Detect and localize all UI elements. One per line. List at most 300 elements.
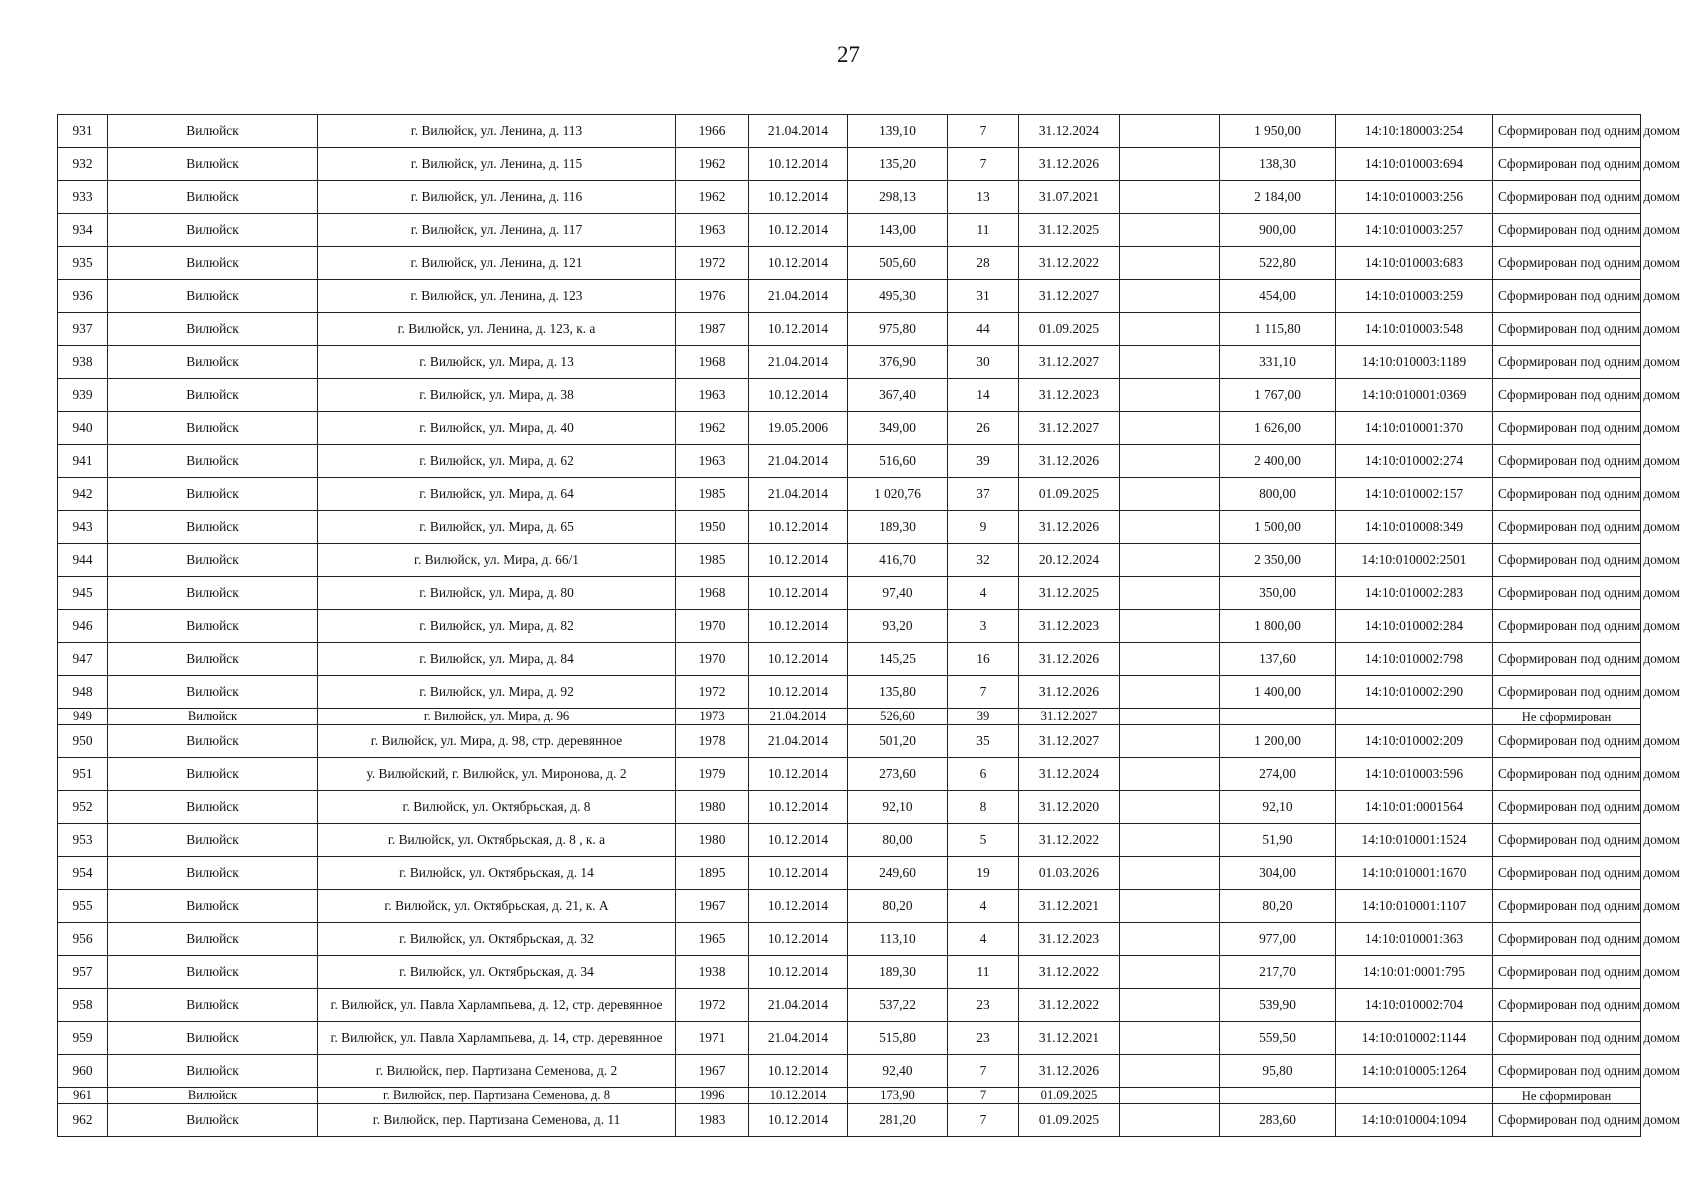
address-cell: г. Вилюйск, ул. Мира, д. 80 [318, 577, 676, 610]
build-year-cell: 1972 [676, 247, 749, 280]
date-cell: 21.04.2014 [749, 1022, 848, 1055]
housing-registry-table [57, 114, 1680, 1137]
row-number-cell: 940 [58, 412, 108, 445]
build-year-cell: 1938 [676, 956, 749, 989]
land-status-cell: Сформирован под одним домом [1493, 643, 1641, 676]
count-cell: 7 [948, 1055, 1019, 1088]
build-year-cell: 1972 [676, 676, 749, 709]
empty-cell [1120, 1104, 1220, 1137]
settlement-cell: Вилюйск [108, 1104, 318, 1137]
area-cell: 495,30 [848, 280, 948, 313]
count-cell: 26 [948, 412, 1019, 445]
settlement-cell: Вилюйск [108, 610, 318, 643]
land-area-cell: 304,00 [1220, 857, 1336, 890]
address-cell: г. Вилюйск, ул. Октябрьская, д. 14 [318, 857, 676, 890]
address-cell: г. Вилюйск, ул. Ленина, д. 121 [318, 247, 676, 280]
date-cell: 10.12.2014 [749, 676, 848, 709]
count-cell: 44 [948, 313, 1019, 346]
settlement-cell: Вилюйск [108, 544, 318, 577]
settlement-cell: Вилюйск [108, 824, 318, 857]
settlement-cell: Вилюйск [108, 181, 318, 214]
land-status-cell: Сформирован под одним домом [1493, 511, 1641, 544]
date-cell: 21.04.2014 [749, 989, 848, 1022]
count-cell: 4 [948, 923, 1019, 956]
build-year-cell: 1978 [676, 725, 749, 758]
deadline-cell: 31.12.2023 [1019, 923, 1120, 956]
build-year-cell: 1963 [676, 445, 749, 478]
land-area-cell: 1 800,00 [1220, 610, 1336, 643]
date-cell: 10.12.2014 [749, 1055, 848, 1088]
build-year-cell: 1970 [676, 610, 749, 643]
count-cell: 7 [948, 115, 1019, 148]
deadline-cell: 31.12.2022 [1019, 824, 1120, 857]
date-cell: 10.12.2014 [749, 379, 848, 412]
count-cell: 23 [948, 989, 1019, 1022]
address-cell: г. Вилюйск, ул. Мира, д. 62 [318, 445, 676, 478]
land-status-cell: Сформирован под одним домом [1493, 214, 1641, 247]
build-year-cell: 1895 [676, 857, 749, 890]
empty-cell [1120, 791, 1220, 824]
row-number-cell: 950 [58, 725, 108, 758]
count-cell: 9 [948, 511, 1019, 544]
deadline-cell: 31.12.2025 [1019, 214, 1120, 247]
land-status-cell: Сформирован под одним домом [1493, 280, 1641, 313]
area-cell: 139,10 [848, 115, 948, 148]
cadastral-number-cell: 14:10:010003:256 [1336, 181, 1493, 214]
settlement-cell: Вилюйск [108, 709, 318, 725]
address-cell: г. Вилюйск, ул. Мира, д. 40 [318, 412, 676, 445]
cadastral-number-cell: 14:10:010002:798 [1336, 643, 1493, 676]
deadline-cell: 01.09.2025 [1019, 1088, 1120, 1104]
row-number-cell: 948 [58, 676, 108, 709]
row-number-cell: 947 [58, 643, 108, 676]
land-status-cell: Не сформирован [1493, 1088, 1641, 1104]
area-cell: 537,22 [848, 989, 948, 1022]
count-cell: 7 [948, 1088, 1019, 1104]
land-area-cell: 2 184,00 [1220, 181, 1336, 214]
table-row [58, 379, 1641, 412]
cadastral-number-cell: 14:10:010002:283 [1336, 577, 1493, 610]
cadastral-number-cell [1336, 1088, 1493, 1104]
land-area-cell: 1 626,00 [1220, 412, 1336, 445]
row-number-cell: 932 [58, 148, 108, 181]
row-number-cell: 959 [58, 1022, 108, 1055]
row-number-cell: 931 [58, 115, 108, 148]
table-row [58, 247, 1641, 280]
settlement-cell: Вилюйск [108, 247, 318, 280]
land-status-cell: Сформирован под одним домом [1493, 115, 1641, 148]
row-number-cell: 944 [58, 544, 108, 577]
row-number-cell: 952 [58, 791, 108, 824]
build-year-cell: 1985 [676, 544, 749, 577]
cadastral-number-cell: 14:10:010004:1094 [1336, 1104, 1493, 1137]
empty-cell [1120, 1088, 1220, 1104]
date-cell: 10.12.2014 [749, 610, 848, 643]
address-cell: г. Вилюйск, ул. Ленина, д. 113 [318, 115, 676, 148]
deadline-cell: 31.12.2026 [1019, 445, 1120, 478]
build-year-cell: 1968 [676, 346, 749, 379]
area-cell: 516,60 [848, 445, 948, 478]
count-cell: 39 [948, 445, 1019, 478]
land-status-cell: Сформирован под одним домом [1493, 1055, 1641, 1088]
land-status-cell: Сформирован под одним домом [1493, 923, 1641, 956]
empty-cell [1120, 725, 1220, 758]
area-cell: 145,25 [848, 643, 948, 676]
row-number-cell: 956 [58, 923, 108, 956]
area-cell: 135,20 [848, 148, 948, 181]
row-number-cell: 960 [58, 1055, 108, 1088]
date-cell: 10.12.2014 [749, 956, 848, 989]
land-status-cell: Сформирован под одним домом [1493, 478, 1641, 511]
deadline-cell: 01.03.2026 [1019, 857, 1120, 890]
settlement-cell: Вилюйск [108, 643, 318, 676]
table-row [58, 709, 1641, 725]
cadastral-number-cell: 14:10:010001:1670 [1336, 857, 1493, 890]
date-cell: 21.04.2014 [749, 478, 848, 511]
settlement-cell: Вилюйск [108, 1088, 318, 1104]
land-status-cell: Сформирован под одним домом [1493, 346, 1641, 379]
settlement-cell: Вилюйск [108, 511, 318, 544]
count-cell: 6 [948, 758, 1019, 791]
date-cell: 21.04.2014 [749, 725, 848, 758]
cadastral-number-cell: 14:10:010003:683 [1336, 247, 1493, 280]
build-year-cell: 1962 [676, 412, 749, 445]
cadastral-number-cell: 14:10:010002:2501 [1336, 544, 1493, 577]
land-area-cell: 1 115,80 [1220, 313, 1336, 346]
empty-cell [1120, 989, 1220, 1022]
settlement-cell: Вилюйск [108, 445, 318, 478]
count-cell: 32 [948, 544, 1019, 577]
cadastral-number-cell: 14:10:010002:284 [1336, 610, 1493, 643]
empty-cell [1120, 709, 1220, 725]
area-cell: 93,20 [848, 610, 948, 643]
area-cell: 505,60 [848, 247, 948, 280]
land-area-cell: 977,00 [1220, 923, 1336, 956]
date-cell: 10.12.2014 [749, 313, 848, 346]
land-status-cell: Сформирован под одним домом [1493, 1104, 1641, 1137]
land-status-cell: Сформирован под одним домом [1493, 445, 1641, 478]
count-cell: 14 [948, 379, 1019, 412]
land-area-cell: 350,00 [1220, 577, 1336, 610]
area-cell: 143,00 [848, 214, 948, 247]
area-cell: 281,20 [848, 1104, 948, 1137]
date-cell: 21.04.2014 [749, 115, 848, 148]
cadastral-number-cell: 14:10:010003:1189 [1336, 346, 1493, 379]
date-cell: 21.04.2014 [749, 709, 848, 725]
row-number-cell: 939 [58, 379, 108, 412]
deadline-cell: 31.07.2021 [1019, 181, 1120, 214]
table-row [58, 791, 1641, 824]
cadastral-number-cell: 14:10:010003:257 [1336, 214, 1493, 247]
table-row [58, 478, 1641, 511]
land-area-cell: 1 500,00 [1220, 511, 1336, 544]
address-cell: г. Вилюйск, ул. Ленина, д. 123 [318, 280, 676, 313]
build-year-cell: 1970 [676, 643, 749, 676]
land-area-cell: 559,50 [1220, 1022, 1336, 1055]
land-area-cell: 1 950,00 [1220, 115, 1336, 148]
table-row [58, 890, 1641, 923]
count-cell: 31 [948, 280, 1019, 313]
count-cell: 7 [948, 676, 1019, 709]
land-status-cell: Сформирован под одним домом [1493, 791, 1641, 824]
row-number-cell: 953 [58, 824, 108, 857]
count-cell: 19 [948, 857, 1019, 890]
count-cell: 39 [948, 709, 1019, 725]
cadastral-number-cell: 14:10:010001:370 [1336, 412, 1493, 445]
build-year-cell: 1968 [676, 577, 749, 610]
cadastral-number-cell: 14:10:010003:548 [1336, 313, 1493, 346]
settlement-cell: Вилюйск [108, 214, 318, 247]
address-cell: г. Вилюйск, ул. Октябрьская, д. 8 [318, 791, 676, 824]
table-row [58, 214, 1641, 247]
cadastral-number-cell: 14:10:010001:363 [1336, 923, 1493, 956]
empty-cell [1120, 115, 1220, 148]
land-area-cell: 274,00 [1220, 758, 1336, 791]
land-area-cell [1220, 709, 1336, 725]
deadline-cell: 31.12.2024 [1019, 758, 1120, 791]
land-area-cell: 283,60 [1220, 1104, 1336, 1137]
row-number-cell: 943 [58, 511, 108, 544]
settlement-cell: Вилюйск [108, 115, 318, 148]
build-year-cell: 1983 [676, 1104, 749, 1137]
empty-cell [1120, 280, 1220, 313]
cadastral-number-cell: 14:10:010002:209 [1336, 725, 1493, 758]
date-cell: 10.12.2014 [749, 511, 848, 544]
land-status-cell: Сформирован под одним домом [1493, 544, 1641, 577]
land-area-cell [1220, 1088, 1336, 1104]
date-cell: 10.12.2014 [749, 214, 848, 247]
count-cell: 8 [948, 791, 1019, 824]
date-cell: 10.12.2014 [749, 758, 848, 791]
settlement-cell: Вилюйск [108, 478, 318, 511]
area-cell: 515,80 [848, 1022, 948, 1055]
empty-cell [1120, 577, 1220, 610]
count-cell: 3 [948, 610, 1019, 643]
settlement-cell: Вилюйск [108, 577, 318, 610]
cadastral-number-cell: 14:10:010001:1107 [1336, 890, 1493, 923]
build-year-cell: 1976 [676, 280, 749, 313]
table-row [58, 511, 1641, 544]
address-cell: г. Вилюйск, ул. Мира, д. 13 [318, 346, 676, 379]
area-cell: 189,30 [848, 511, 948, 544]
area-cell: 376,90 [848, 346, 948, 379]
land-status-cell: Сформирован под одним домом [1493, 412, 1641, 445]
land-area-cell: 800,00 [1220, 478, 1336, 511]
settlement-cell: Вилюйск [108, 1055, 318, 1088]
empty-cell [1120, 610, 1220, 643]
table-row [58, 725, 1641, 758]
table-row [58, 412, 1641, 445]
address-cell: г. Вилюйск, ул. Мира, д. 96 [318, 709, 676, 725]
build-year-cell: 1962 [676, 181, 749, 214]
land-status-cell: Сформирован под одним домом [1493, 676, 1641, 709]
row-number-cell: 945 [58, 577, 108, 610]
area-cell: 975,80 [848, 313, 948, 346]
page-number: 27 [837, 42, 860, 67]
deadline-cell: 31.12.2022 [1019, 989, 1120, 1022]
deadline-cell: 31.12.2021 [1019, 1022, 1120, 1055]
land-status-cell: Сформирован под одним домом [1493, 758, 1641, 791]
area-cell: 173,90 [848, 1088, 948, 1104]
address-cell: г. Вилюйск, ул. Октябрьская, д. 21, к. А [318, 890, 676, 923]
land-status-cell: Сформирован под одним домом [1493, 725, 1641, 758]
address-cell: г. Вилюйск, ул. Октябрьская, д. 8 , к. а [318, 824, 676, 857]
empty-cell [1120, 956, 1220, 989]
area-cell: 1 020,76 [848, 478, 948, 511]
row-number-cell: 961 [58, 1088, 108, 1104]
land-area-cell: 2 350,00 [1220, 544, 1336, 577]
settlement-cell: Вилюйск [108, 412, 318, 445]
land-status-cell: Сформирован под одним домом [1493, 989, 1641, 1022]
row-number-cell: 937 [58, 313, 108, 346]
address-cell: г. Вилюйск, ул. Октябрьская, д. 32 [318, 923, 676, 956]
area-cell: 92,40 [848, 1055, 948, 1088]
cadastral-number-cell [1336, 709, 1493, 725]
date-cell: 10.12.2014 [749, 857, 848, 890]
date-cell: 10.12.2014 [749, 148, 848, 181]
empty-cell [1120, 412, 1220, 445]
empty-cell [1120, 478, 1220, 511]
deadline-cell: 31.12.2027 [1019, 725, 1120, 758]
count-cell: 35 [948, 725, 1019, 758]
row-number-cell: 957 [58, 956, 108, 989]
settlement-cell: Вилюйск [108, 280, 318, 313]
land-area-cell: 1 767,00 [1220, 379, 1336, 412]
settlement-cell: Вилюйск [108, 676, 318, 709]
land-status-cell: Сформирован под одним домом [1493, 890, 1641, 923]
address-cell: г. Вилюйск, ул. Ленина, д. 116 [318, 181, 676, 214]
land-status-cell: Сформирован под одним домом [1493, 313, 1641, 346]
land-area-cell: 51,90 [1220, 824, 1336, 857]
land-status-cell: Сформирован под одним домом [1493, 824, 1641, 857]
count-cell: 13 [948, 181, 1019, 214]
address-cell: г. Вилюйск, ул. Мира, д. 65 [318, 511, 676, 544]
row-number-cell: 938 [58, 346, 108, 379]
empty-cell [1120, 445, 1220, 478]
area-cell: 349,00 [848, 412, 948, 445]
cadastral-number-cell: 14:10:010005:1264 [1336, 1055, 1493, 1088]
build-year-cell: 1972 [676, 989, 749, 1022]
build-year-cell: 1965 [676, 923, 749, 956]
table-row [58, 181, 1641, 214]
empty-cell [1120, 511, 1220, 544]
land-status-cell: Сформирован под одним домом [1493, 610, 1641, 643]
row-number-cell: 951 [58, 758, 108, 791]
settlement-cell: Вилюйск [108, 923, 318, 956]
area-cell: 249,60 [848, 857, 948, 890]
deadline-cell: 31.12.2026 [1019, 148, 1120, 181]
deadline-cell: 31.12.2027 [1019, 412, 1120, 445]
date-cell: 10.12.2014 [749, 544, 848, 577]
deadline-cell: 31.12.2027 [1019, 280, 1120, 313]
empty-cell [1120, 214, 1220, 247]
row-number-cell: 958 [58, 989, 108, 1022]
count-cell: 30 [948, 346, 1019, 379]
address-cell: г. Вилюйск, ул. Павла Харлампьева, д. 12, стр. деревянное [318, 989, 676, 1022]
area-cell: 80,20 [848, 890, 948, 923]
empty-cell [1120, 857, 1220, 890]
land-area-cell: 2 400,00 [1220, 445, 1336, 478]
build-year-cell: 1963 [676, 379, 749, 412]
deadline-cell: 01.09.2025 [1019, 313, 1120, 346]
empty-cell [1120, 1022, 1220, 1055]
count-cell: 28 [948, 247, 1019, 280]
empty-cell [1120, 181, 1220, 214]
registry-body [58, 115, 1680, 1137]
build-year-cell: 1967 [676, 890, 749, 923]
area-cell: 367,40 [848, 379, 948, 412]
table-row [58, 676, 1641, 709]
settlement-cell: Вилюйск [108, 857, 318, 890]
build-year-cell: 1962 [676, 148, 749, 181]
date-cell: 19.05.2006 [749, 412, 848, 445]
cadastral-number-cell: 14:10:010002:1144 [1336, 1022, 1493, 1055]
deadline-cell: 31.12.2026 [1019, 1055, 1120, 1088]
build-year-cell: 1980 [676, 824, 749, 857]
empty-cell [1120, 247, 1220, 280]
build-year-cell: 1996 [676, 1088, 749, 1104]
cadastral-number-cell: 14:10:010002:274 [1336, 445, 1493, 478]
land-area-cell: 539,90 [1220, 989, 1336, 1022]
table-row [58, 857, 1641, 890]
land-area-cell: 80,20 [1220, 890, 1336, 923]
land-area-cell: 900,00 [1220, 214, 1336, 247]
empty-cell [1120, 923, 1220, 956]
address-cell: г. Вилюйск, пер. Партизана Семенова, д. 8 [318, 1088, 676, 1104]
build-year-cell: 1973 [676, 709, 749, 725]
address-cell: г. Вилюйск, пер. Партизана Семенова, д. 2 [318, 1055, 676, 1088]
row-number-cell: 941 [58, 445, 108, 478]
date-cell: 10.12.2014 [749, 1088, 848, 1104]
build-year-cell: 1967 [676, 1055, 749, 1088]
land-status-cell: Сформирован под одним домом [1493, 857, 1641, 890]
count-cell: 37 [948, 478, 1019, 511]
deadline-cell: 01.09.2025 [1019, 478, 1120, 511]
deadline-cell: 01.09.2025 [1019, 1104, 1120, 1137]
date-cell: 21.04.2014 [749, 346, 848, 379]
deadline-cell: 31.12.2020 [1019, 791, 1120, 824]
table-row [58, 610, 1641, 643]
deadline-cell: 31.12.2021 [1019, 890, 1120, 923]
row-number-cell: 942 [58, 478, 108, 511]
land-status-cell: Сформирован под одним домом [1493, 577, 1641, 610]
area-cell: 92,10 [848, 791, 948, 824]
deadline-cell: 31.12.2026 [1019, 643, 1120, 676]
build-year-cell: 1980 [676, 791, 749, 824]
table-row [58, 824, 1641, 857]
land-area-cell: 1 400,00 [1220, 676, 1336, 709]
date-cell: 10.12.2014 [749, 181, 848, 214]
deadline-cell: 31.12.2024 [1019, 115, 1120, 148]
row-number-cell: 935 [58, 247, 108, 280]
deadline-cell: 31.12.2027 [1019, 346, 1120, 379]
address-cell: у. Вилюйский, г. Вилюйск, ул. Миронова, д. 2 [318, 758, 676, 791]
count-cell: 5 [948, 824, 1019, 857]
cadastral-number-cell: 14:10:010002:704 [1336, 989, 1493, 1022]
settlement-cell: Вилюйск [108, 956, 318, 989]
table-row [58, 544, 1641, 577]
table-row [58, 1055, 1641, 1088]
deadline-cell: 31.12.2022 [1019, 956, 1120, 989]
land-area-cell: 1 200,00 [1220, 725, 1336, 758]
cadastral-number-cell: 14:10:010003:596 [1336, 758, 1493, 791]
date-cell: 21.04.2014 [749, 445, 848, 478]
area-cell: 135,80 [848, 676, 948, 709]
area-cell: 97,40 [848, 577, 948, 610]
build-year-cell: 1979 [676, 758, 749, 791]
deadline-cell: 31.12.2026 [1019, 676, 1120, 709]
address-cell: г. Вилюйск, ул. Павла Харлампьева, д. 14, стр. деревянное [318, 1022, 676, 1055]
